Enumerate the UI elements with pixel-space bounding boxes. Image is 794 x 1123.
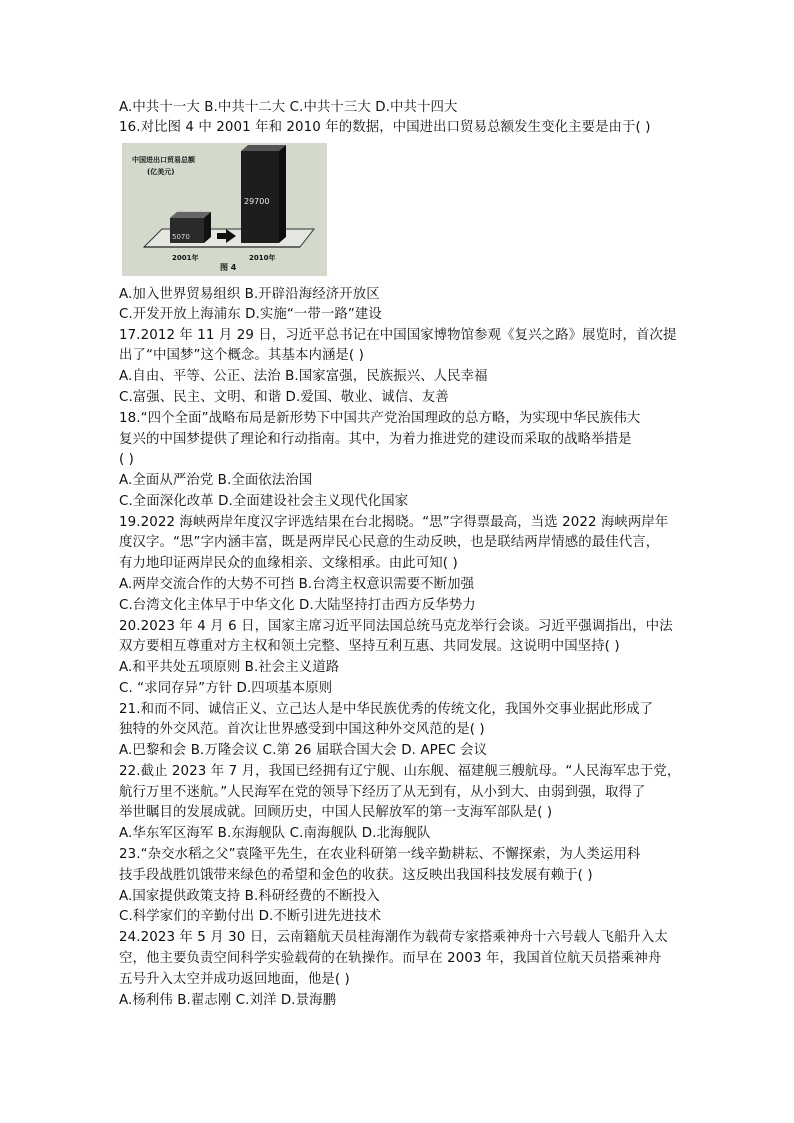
q23-stem-1: 23.“杂交水稻之父”袁隆平先生，在农业科研第一线辛勤耕耘、不懈探索，为人类运用科 <box>119 847 641 862</box>
q18-stem-3: ( ) <box>119 452 135 467</box>
bar-2001-top <box>170 212 211 218</box>
q19-stem-1: 19.2022 海峡两岸年度汉字评选结果在台北揭晓。“思”字得票最高，当选 2022 海峡两岸年 <box>119 515 669 530</box>
q18-stem-2: 复兴的中国梦提供了理论和行动指南。其中，为着力推进党的建设而采取的战略举措是 <box>119 432 632 447</box>
q20-options-ab: A.和平共处五项原则 B.社会主义道路 <box>119 660 340 675</box>
q17-stem-1: 17.2012 年 11 月 29 日，习近平总书记在中国国家博物馆参观《复兴之路》展览时，首次提 <box>119 328 677 343</box>
q19-options-ab: A.两岸交流合作的大势不可挡 B.台湾主权意识需要不断加强 <box>119 577 475 592</box>
q16-stem: 16.对比图 4 中 2001 年和 2010 年的数据，中国进出口贸易总额发生变化主要是由于( ) <box>119 120 651 135</box>
bar-2010-side <box>279 145 286 243</box>
q19-stem-2: 度汉字。“思”字内涵丰富，既是两岸民心民意的生动反映，也是联结两岸情感的最佳代言， <box>119 535 660 550</box>
q23-options-cd: C.科学家们的辛勤付出 D.不断引进先进技术 <box>119 909 382 924</box>
q17-stem-2: 出了“中国梦”这个概念。其基本内涵是( ) <box>119 348 364 363</box>
q21-options: A.巴黎和会 B.万隆会议 C.第 26 届联合国大会 D. APEC 会议 <box>119 743 488 758</box>
value-label-2010: 29700 <box>244 197 270 206</box>
q20-options-cd: C. “求同存异”方针 D.四项基本原则 <box>119 681 333 696</box>
q18-options-ab: A.全面从严治党 B.全面依法治国 <box>119 473 313 488</box>
chart-title: 中国进出口贸易总额 <box>132 156 195 164</box>
q24-options: A.杨利伟 B.翟志刚 C.刘洋 D.景海鹏 <box>119 993 337 1008</box>
q16-options-ab: A.加入世界贸易组织 B.开辟沿海经济开放区 <box>119 287 380 302</box>
q16-options-cd: C.开发开放上海浦东 D.实施“一带一路”建设 <box>119 307 382 322</box>
q17-options-cd: C.富强、民主、文明、和谐 D.爱国、敬业、诚信、友善 <box>119 390 449 405</box>
chart-unit: (亿美元) <box>147 168 175 176</box>
category-label-2001: 2001年 <box>172 254 199 262</box>
bar-2010-top <box>241 145 286 151</box>
q20-stem-1: 20.2023 年 4 月 6 日，国家主席习近平同法国总统马克龙举行会谈。习近平强调指出，中法 <box>119 619 673 634</box>
bar-2010 <box>241 145 286 243</box>
q21-stem-1: 21.和而不同、诚信正义、立己达人是中华民族优秀的传统文化，我国外交事业据此形成了 <box>119 702 654 717</box>
q20-stem-2: 双方要相互尊重对方主权和领土完整、坚持互利互惠、共同发展。这说明中国坚持( ) <box>119 639 620 654</box>
q17-options-ab: A.自由、平等、公正、法治 B.国家富强，民族振兴、人民幸福 <box>119 369 488 384</box>
figure-4-trade-chart <box>122 143 327 276</box>
q22-options: A.华东军区海军 B.东海舰队 C.南海舰队 D.北海舰队 <box>119 826 431 841</box>
figure-caption: 图 4 <box>220 263 237 272</box>
q22-stem-2: 航行万里不迷航。”人民海军在党的领导下经历了从无到有，从小到大、由弱到强，取得了 <box>119 785 646 800</box>
q23-stem-2: 技手段战胜饥饿带来绿色的希望和金色的收获。这反映出我国科技发展有赖于( ) <box>119 868 593 883</box>
q15-options: A.中共十一大 B.中共十二大 C.中共十三大 D.中共十四大 <box>119 100 458 115</box>
q18-stem-1: 18.“四个全面”战略布局是新形势下中国共产党治国理政的总方略，为实现中华民族伟大 <box>119 411 641 426</box>
category-label-2010: 2010年 <box>249 254 276 262</box>
q24-stem-3: 五号升入太空并成功返回地面，他是( ) <box>119 972 350 987</box>
q19-stem-3: 有力地印证两岸民众的血缘相亲、文缘相承。由此可知( ) <box>119 556 458 571</box>
q18-options-cd: C.全面深化改革 D.全面建设社会主义现代化国家 <box>119 494 409 509</box>
q19-options-cd: C.台湾文化主体早于中华文化 D.大陆坚持打击西方反华势力 <box>119 598 476 613</box>
q23-options-ab: A.国家提供政策支持 B.科研经费的不断投入 <box>119 889 380 904</box>
value-label-2001: 5070 <box>172 233 190 241</box>
trade-chart-svg <box>122 143 327 276</box>
q22-stem-3: 举世瞩目的发展成就。回顾历史，中国人民解放军的第一支海军部队是( ) <box>119 805 553 820</box>
q24-stem-1: 24.2023 年 5 月 30 日，云南籍航天员桂海潮作为载荷专家搭乘神舟十六号载人飞船升入太 <box>119 930 668 945</box>
q24-stem-2: 空，他主要负责空间科学实验载荷的在轨操作。而早在 2003 年，我国首位航天员搭乘神舟 <box>119 951 662 966</box>
q21-stem-2: 独特的外交风范。首次让世界感受到中国这种外交风范的是( ) <box>119 722 485 737</box>
q22-stem-1: 22.截止 2023 年 7 月，我国已经拥有辽宁舰、山东舰、福建舰三艘航母。“人民海军忠于党， <box>119 764 681 779</box>
